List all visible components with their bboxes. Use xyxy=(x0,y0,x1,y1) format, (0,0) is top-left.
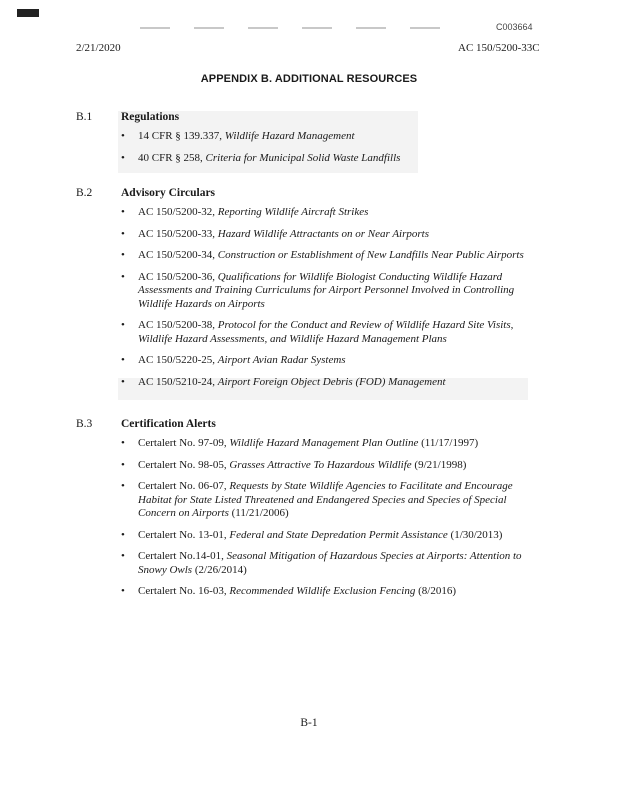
section-list xyxy=(121,437,541,607)
list-item: • Certalert No. 16-03, Recommended Wildlife Exclusion Fencing (8/2016) xyxy=(121,585,457,597)
list-item: • AC 150/5200-34, Construction or Establishment of New Landfills Near Public Airports xyxy=(121,249,524,261)
bullet-icon: • xyxy=(121,375,125,388)
bullet-icon: • xyxy=(121,249,125,261)
list-item: • Certalert No. 98-05, Grasses Attractive To Hazardous Wildlife (9/21/1998) xyxy=(121,458,467,471)
document-id: C003664 xyxy=(496,22,533,32)
bullet-icon: • xyxy=(121,550,125,562)
section-number: B.2 xyxy=(76,187,93,199)
bullet-icon: • xyxy=(121,354,125,366)
list-item: • Certalert No. 13-01, Federal and State Depredation Permit Assistance (1/30/2013) xyxy=(121,528,503,541)
section-number: B.3 xyxy=(76,418,93,430)
section-list xyxy=(121,130,541,173)
list-item: • AC 150/5200-32, Reporting Wildlife Aircraft Strikes xyxy=(121,206,369,218)
bullet-icon: • xyxy=(121,480,125,492)
list-item: • AC 150/5200-36, Qualifications for Wildlife Biologist Conducting Wildlife Hazard Assessments and Training Curriculums for Airport Personnel Involved in Controlling Wildlife Hazards on Airports xyxy=(121,270,515,310)
list-item: • Certalert No. 97-09, Wildlife Hazard Management Plan Outline (11/17/1997) xyxy=(121,437,479,449)
faint-bleed-through-header xyxy=(140,27,440,31)
section-number: B.1 xyxy=(76,111,93,123)
list-item: • AC 150/5220-25, Airport Avian Radar Systems xyxy=(121,354,346,366)
list-item: • AC 150/5200-33, Hazard Wildlife Attractants on or Near Airports xyxy=(121,227,430,240)
bullet-icon: • xyxy=(121,151,125,164)
bullet-icon: • xyxy=(121,270,125,283)
section-title: Certification Alerts xyxy=(121,418,216,430)
bullet-icon: • xyxy=(121,585,125,597)
list-item: • AC 150/5210-24, Airport Foreign Object Debris (FOD) Management xyxy=(121,375,446,388)
page-number: B-1 xyxy=(300,717,318,729)
page-title: APPENDIX B. ADDITIONAL RESOURCES xyxy=(200,73,418,85)
bullet-icon: • xyxy=(121,206,125,218)
section-list xyxy=(121,206,541,397)
bullet-icon: • xyxy=(121,319,125,331)
list-item: • 40 CFR § 258, Criteria for Municipal Solid Waste Landfills xyxy=(121,151,401,164)
list-item: • Certalert No. 06-07, Requests by State Wildlife Agencies to Facilitate and Encourage Habitat for State Listed Threatened and Endangered Species and Species of Special Concern on Airports (11/21/2006) xyxy=(121,480,513,519)
list-item: • Certalert No.14-01, Seasonal Mitigation of Hazardous Species at Airports: Attention to Snowy Owls (2/26/2014) xyxy=(121,550,522,576)
header-date: 2/21/2020 xyxy=(76,42,121,54)
section-title: Advisory Circulars xyxy=(121,187,216,199)
bullet-icon: • xyxy=(121,437,125,449)
section-title: Regulations xyxy=(121,111,180,123)
bullet-icon: • xyxy=(121,130,125,142)
scan-corner-mark xyxy=(17,9,39,17)
bullet-icon: • xyxy=(121,458,125,471)
list-item: • 14 CFR § 139.337, Wildlife Hazard Management xyxy=(121,130,355,142)
list-item: • AC 150/5200-38, Protocol for the Conduct and Review of Wildlife Hazard Site Visits, Wildlife Hazard Assessments, and Wildlife Hazard Management Plans xyxy=(121,319,514,345)
bullet-icon: • xyxy=(121,227,125,240)
bullet-icon: • xyxy=(121,528,125,541)
header-ac-number: AC 150/5200-33C xyxy=(458,42,540,54)
